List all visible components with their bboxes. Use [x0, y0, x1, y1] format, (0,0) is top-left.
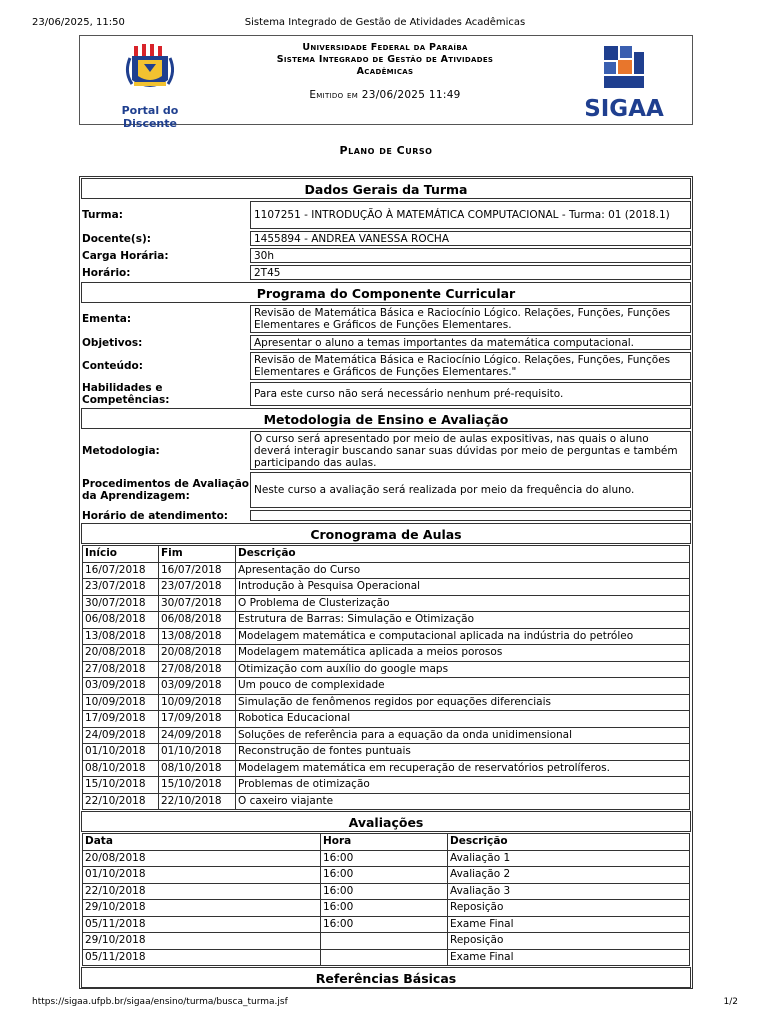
- print-header: [32, 17, 738, 31]
- section-programa: Programa do Componente Curricular: [81, 282, 691, 303]
- table-cell: Robotica Educacional: [236, 711, 690, 728]
- col-fim: Fim: [159, 546, 236, 563]
- table-cell: Simulação de fenômenos regidos por equações diferenciais: [236, 694, 690, 711]
- table-cell: Avaliação 2: [448, 867, 690, 884]
- plan-container: [79, 176, 693, 989]
- label-atendimento: Horário de atendimento:: [82, 509, 228, 522]
- table-cell: 06/08/2018: [159, 612, 236, 629]
- table-row: [83, 727, 690, 744]
- table-row: [83, 850, 690, 867]
- table-cell: Reconstrução de fontes puntuais: [236, 744, 690, 761]
- row-carga: [81, 247, 691, 264]
- value-horario: 2T45: [250, 265, 691, 280]
- row-procedimentos: [81, 471, 691, 509]
- row-docente: [81, 230, 691, 247]
- table-row: [83, 933, 690, 950]
- table-cell: 05/11/2018: [83, 949, 321, 966]
- table-cell: [321, 933, 448, 950]
- col-hora: Hora: [321, 834, 448, 851]
- table-cell: 30/07/2018: [159, 595, 236, 612]
- value-carga: 30h: [250, 248, 691, 263]
- print-footer: [32, 997, 738, 1011]
- table-cell: 22/10/2018: [159, 793, 236, 810]
- row-objetivos: [81, 334, 691, 351]
- value-docente: 1455894 - ANDREA VANESSA ROCHA: [250, 231, 691, 246]
- table-cell: 16:00: [321, 883, 448, 900]
- table-cell: Exame Final: [448, 916, 690, 933]
- table-cell: Introdução à Pesquisa Operacional: [236, 579, 690, 596]
- university-name: Universidade Federal da Paraíba Sistema Integrado de Gestão de Atividades Acadêmicas: [276, 42, 494, 77]
- table-cell: Reposição: [448, 900, 690, 917]
- table-cell: 08/10/2018: [159, 760, 236, 777]
- table-cell: O Problema de Clusterização: [236, 595, 690, 612]
- value-turma: 1107251 - INTRODUÇÃO À MATEMÁTICA COMPUTACIONAL - Turma: 01 (2018.1): [250, 201, 691, 229]
- label-carga: Carga Horária:: [82, 249, 169, 262]
- label-turma: Turma:: [82, 209, 123, 221]
- value-procedimentos: Neste curso a avaliação será realizada por meio da frequência do aluno.: [250, 472, 691, 508]
- label-docente: Docente(s):: [82, 232, 151, 245]
- table-row: [83, 760, 690, 777]
- cronograma-table: [82, 545, 690, 810]
- table-cell: 22/10/2018: [83, 793, 159, 810]
- table-row: [83, 694, 690, 711]
- sigaa-logo-text: SIGAA: [584, 96, 664, 122]
- table-cell: 17/09/2018: [83, 711, 159, 728]
- table-row: [83, 900, 690, 917]
- label-conteudo: Conteúdo:: [82, 360, 143, 372]
- table-cell: 23/07/2018: [159, 579, 236, 596]
- label-horario: Horário:: [82, 266, 131, 279]
- table-row: [83, 793, 690, 810]
- value-metodologia: O curso será apresentado por meio de aulas expositivas, nas quais o aluno deverá interagir buscando sanar suas dúvidas por meio de perguntas e também participando das aulas.: [250, 431, 691, 470]
- value-conteudo: Revisão de Matemática Básica e Raciocínio Lógico. Relações, Funções, Funções Elementares e Gráficos de Funções Elementares.": [250, 352, 691, 380]
- table-cell: 23/07/2018: [83, 579, 159, 596]
- section-avaliacoes: Avaliações: [81, 811, 691, 832]
- table-cell: 16/07/2018: [159, 562, 236, 579]
- avaliacoes-header: [83, 834, 690, 851]
- label-objetivos: Objetivos:: [82, 336, 143, 349]
- col-inicio: Início: [83, 546, 159, 563]
- table-row: [83, 711, 690, 728]
- avaliacoes-table: [82, 833, 690, 966]
- table-cell: 29/10/2018: [83, 933, 321, 950]
- value-ementa: Revisão de Matemática Básica e Raciocínio Lógico. Relações, Funções, Funções Elementares e Gráficos de Funções Elementares.: [250, 305, 691, 333]
- table-cell: 16:00: [321, 916, 448, 933]
- section-referencias: Referências Básicas: [81, 967, 691, 988]
- table-cell: Problemas de otimização: [236, 777, 690, 794]
- row-habilidades: [81, 381, 691, 407]
- label-habilidades: Habilidades e Competências:: [82, 382, 170, 406]
- table-cell: Modelagem matemática em recuperação de reservatórios petrolíferos.: [236, 760, 690, 777]
- table-row: [83, 579, 690, 596]
- label-procedimentos: Procedimentos de Avaliação da Aprendizagem:: [82, 478, 250, 502]
- cronograma-header: [83, 546, 690, 563]
- table-cell: Apresentação do Curso: [236, 562, 690, 579]
- table-row: [83, 678, 690, 695]
- row-horario: [81, 264, 691, 281]
- table-cell: 27/08/2018: [83, 661, 159, 678]
- table-row: [83, 645, 690, 662]
- table-cell: 01/10/2018: [83, 867, 321, 884]
- row-turma: [81, 200, 691, 230]
- table-cell: 30/07/2018: [83, 595, 159, 612]
- table-row: [83, 916, 690, 933]
- table-cell: Soluções de referência para a equação da onda unidimensional: [236, 727, 690, 744]
- table-cell: 22/10/2018: [83, 883, 321, 900]
- row-ementa: [81, 304, 691, 334]
- table-cell: 13/08/2018: [159, 628, 236, 645]
- table-cell: 15/10/2018: [159, 777, 236, 794]
- table-cell: Avaliação 3: [448, 883, 690, 900]
- table-cell: 20/08/2018: [83, 645, 159, 662]
- table-cell: Modelagem matemática e computacional aplicada na indústria do petróleo: [236, 628, 690, 645]
- table-cell: 24/09/2018: [159, 727, 236, 744]
- table-cell: 01/10/2018: [159, 744, 236, 761]
- table-cell: 20/08/2018: [159, 645, 236, 662]
- table-cell: 29/10/2018: [83, 900, 321, 917]
- table-cell: 15/10/2018: [83, 777, 159, 794]
- page-number: 1/2: [723, 997, 738, 1007]
- row-atendimento: [81, 509, 691, 522]
- col-aval-descricao: Descrição: [448, 834, 690, 851]
- table-row: [83, 744, 690, 761]
- table-cell: 16/07/2018: [83, 562, 159, 579]
- table-row: [83, 867, 690, 884]
- table-cell: O caxeiro viajante: [236, 793, 690, 810]
- col-data: Data: [83, 834, 321, 851]
- portal-label: Portal do Discente: [121, 104, 179, 130]
- emitted-date: Emitido em 23/06/2025 11:49: [309, 89, 461, 101]
- table-cell: 16:00: [321, 850, 448, 867]
- table-row: [83, 661, 690, 678]
- col-descricao: Descrição: [236, 546, 690, 563]
- table-row: [83, 883, 690, 900]
- table-cell: 05/11/2018: [83, 916, 321, 933]
- table-cell: 27/08/2018: [159, 661, 236, 678]
- print-title: Sistema Integrado de Gestão de Atividades Acadêmicas: [244, 17, 526, 28]
- table-cell: Otimização com auxílio do google maps: [236, 661, 690, 678]
- value-objetivos: Apresentar o aluno a temas importantes da matemática computacional.: [250, 335, 691, 350]
- table-cell: 13/08/2018: [83, 628, 159, 645]
- table-cell: 16:00: [321, 867, 448, 884]
- value-habilidades: Para este curso não será necessário nenhum pré-requisito.: [250, 382, 691, 406]
- table-cell: Um pouco de complexidade: [236, 678, 690, 695]
- table-cell: 17/09/2018: [159, 711, 236, 728]
- row-conteudo: [81, 351, 691, 381]
- table-cell: Estrutura de Barras: Simulação e Otimização: [236, 612, 690, 629]
- table-cell: Reposição: [448, 933, 690, 950]
- row-metodologia: [81, 430, 691, 471]
- table-row: [83, 777, 690, 794]
- label-metodologia: Metodologia:: [82, 444, 160, 457]
- table-cell: 01/10/2018: [83, 744, 159, 761]
- print-timestamp: 23/06/2025, 11:50: [32, 17, 125, 28]
- table-row: [83, 628, 690, 645]
- table-row: [83, 949, 690, 966]
- table-cell: 06/08/2018: [83, 612, 159, 629]
- section-cronograma: Cronograma de Aulas: [81, 523, 691, 544]
- table-cell: 10/09/2018: [159, 694, 236, 711]
- table-row: [83, 595, 690, 612]
- page-title: Plano de Curso: [339, 144, 433, 157]
- value-atendimento: [250, 510, 691, 521]
- table-cell: 03/09/2018: [83, 678, 159, 695]
- section-metodologia: Metodologia de Ensino e Avaliação: [81, 408, 691, 429]
- table-cell: 16:00: [321, 900, 448, 917]
- table-cell: Avaliação 1: [448, 850, 690, 867]
- table-cell: Exame Final: [448, 949, 690, 966]
- label-ementa: Ementa:: [82, 313, 132, 325]
- header-banner: [79, 35, 693, 130]
- table-row: [83, 562, 690, 579]
- table-cell: Modelagem matemática aplicada a meios porosos: [236, 645, 690, 662]
- table-cell: [321, 949, 448, 966]
- table-cell: 10/09/2018: [83, 694, 159, 711]
- table-cell: 03/09/2018: [159, 678, 236, 695]
- section-dados-gerais: Dados Gerais da Turma: [81, 178, 691, 199]
- table-cell: 20/08/2018: [83, 850, 321, 867]
- table-cell: 08/10/2018: [83, 760, 159, 777]
- table-row: [83, 612, 690, 629]
- table-cell: 24/09/2018: [83, 727, 159, 744]
- print-url: https://sigaa.ufpb.br/sigaa/ensino/turma/busca_turma.jsf: [32, 997, 288, 1007]
